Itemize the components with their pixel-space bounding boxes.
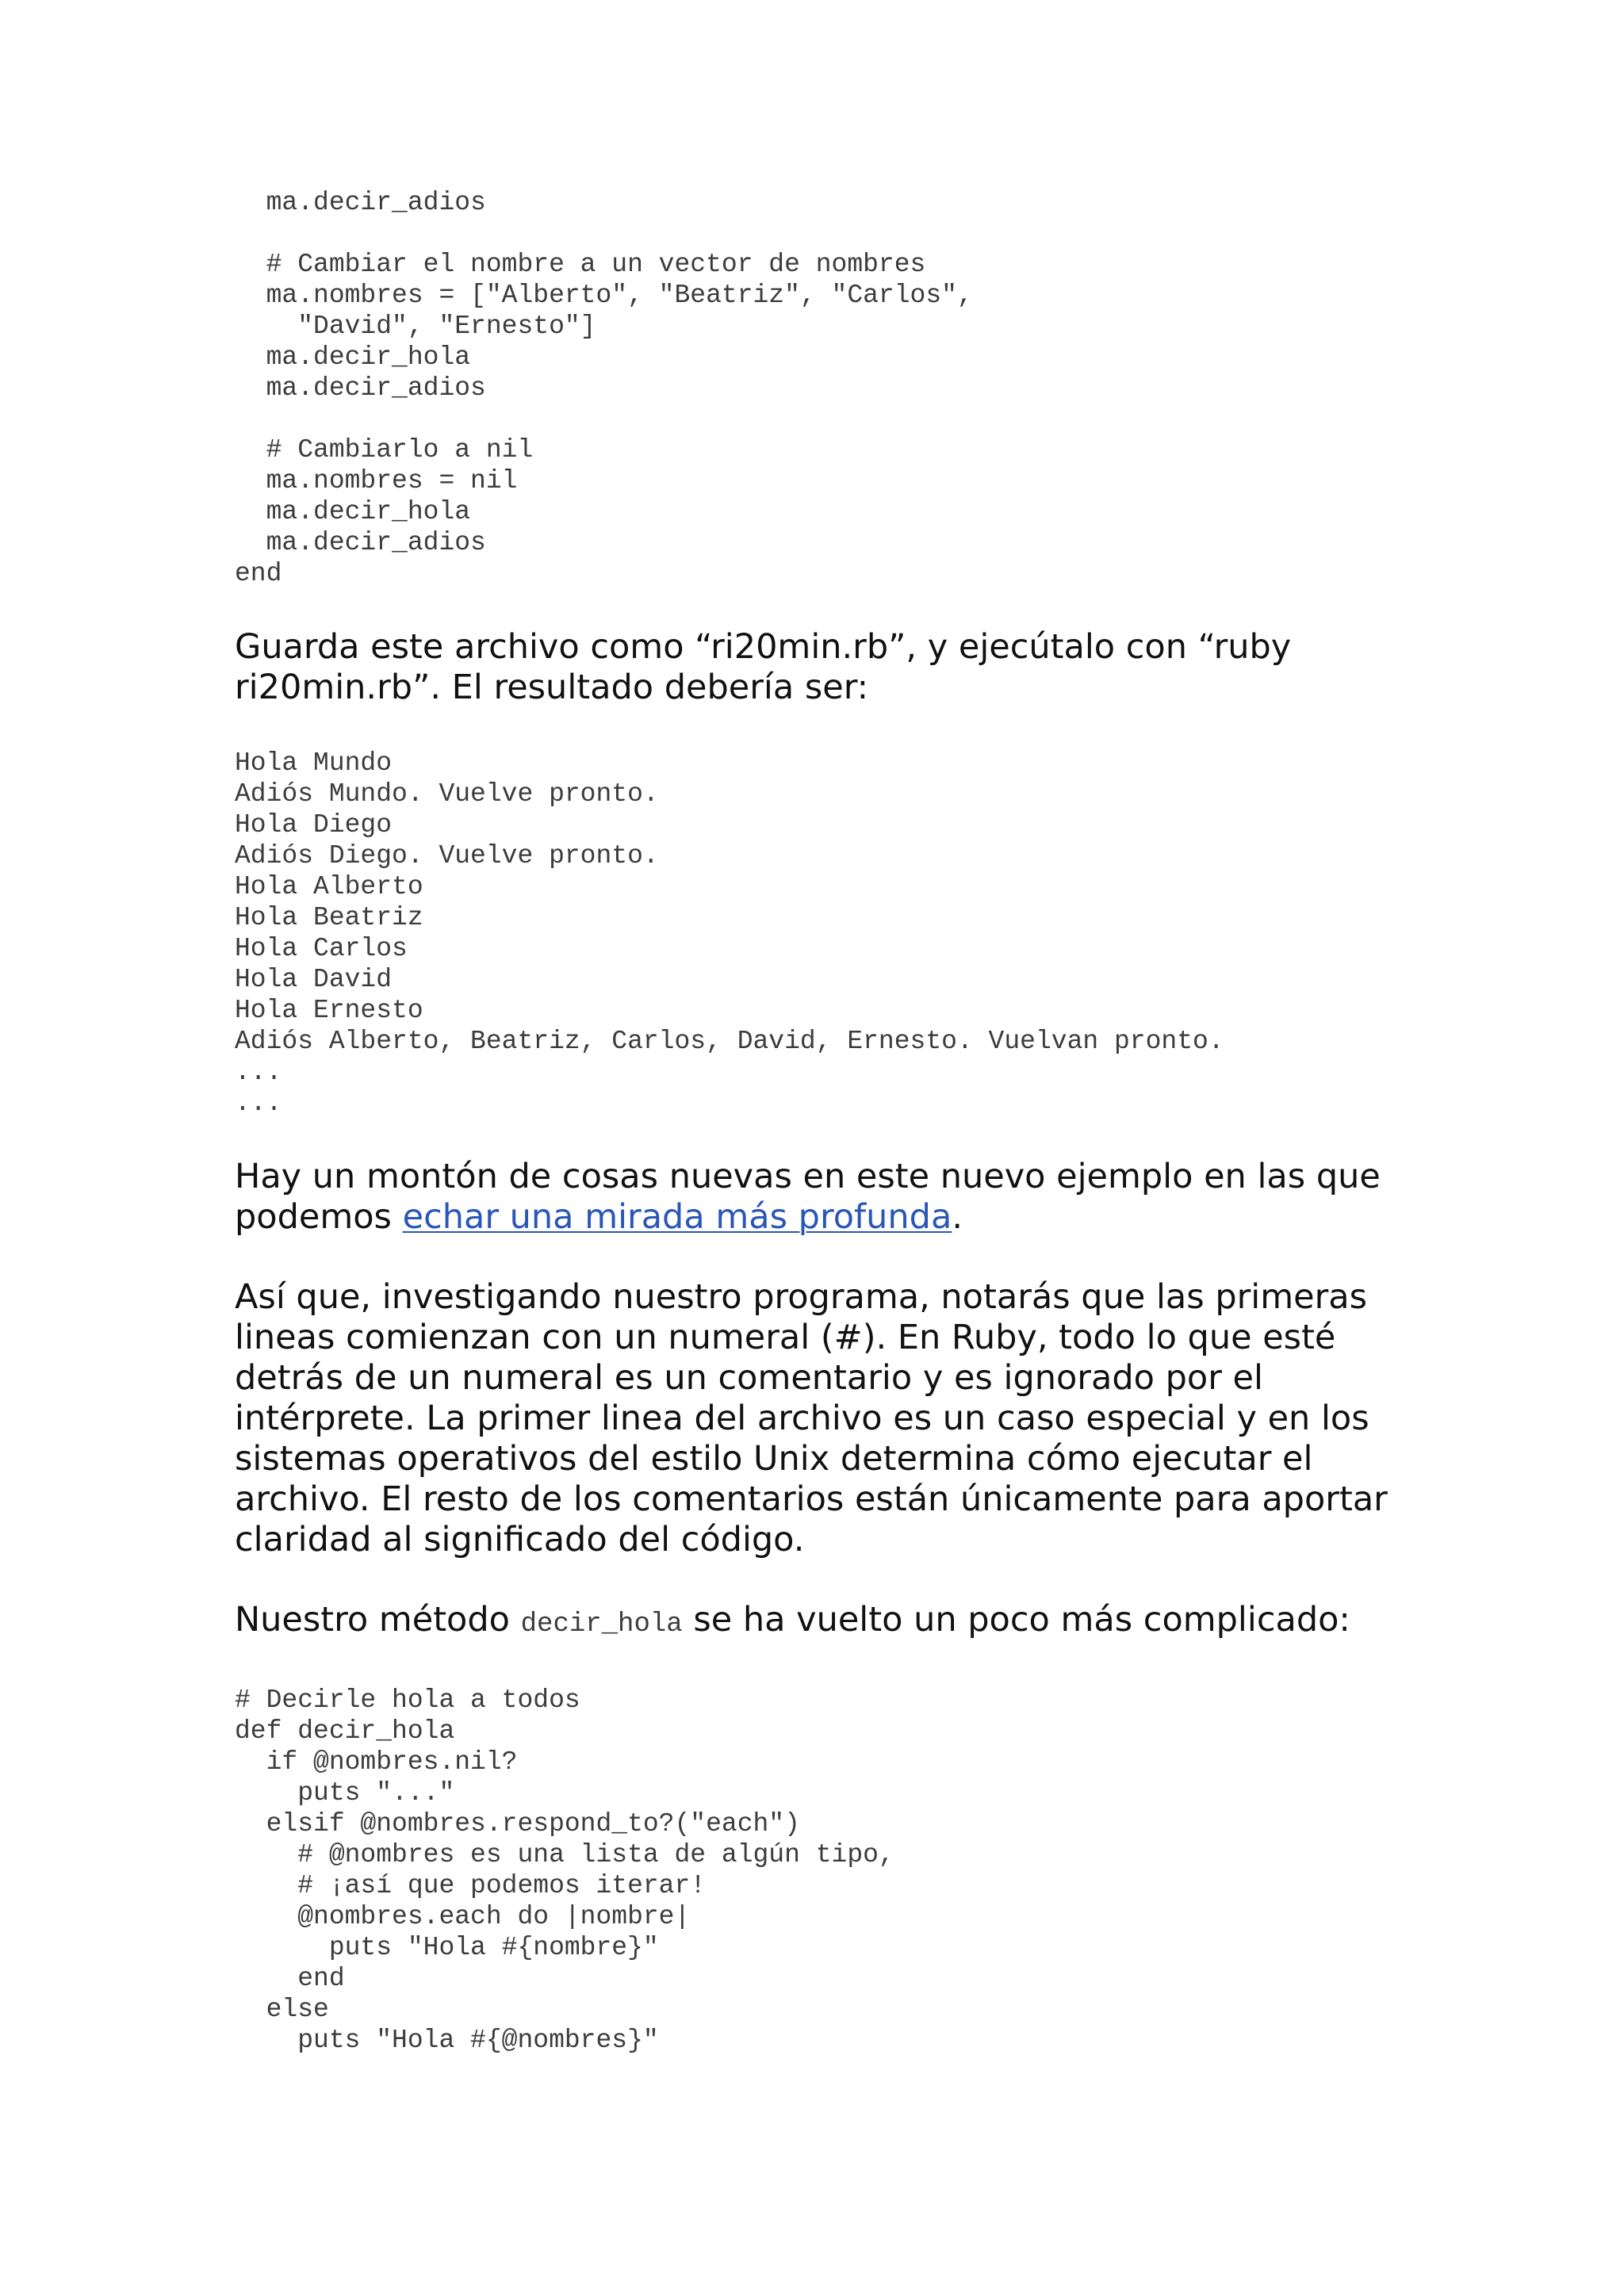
code-line: # ¡así que podemos iterar! <box>235 1871 707 1900</box>
paragraph-asi: Así que, investigando nuestro programa, notarás que las primeras lineas comienzan con un numeral (#). En Ruby, todo lo que esté detrás de un numeral es un comentario y es ignorado por el intérprete. La primer linea del archivo es un caso especial y en los sistemas operativos del estilo Unix determina cómo ejecutar el archivo. El resto de los comentarios están únicamente para aportar claridad al significado del código. <box>235 1277 1388 1559</box>
output-line: Hola Carlos <box>235 934 408 963</box>
code-line: ma.decir_adios <box>235 528 486 557</box>
code-line: puts "Hola #{nombre}" <box>235 1933 659 1962</box>
paragraph-nuestro-text: Nuestro método <box>235 1600 521 1640</box>
code-line: puts "Hola #{@nombres}" <box>235 2026 659 2055</box>
output-line: Hola Ernesto <box>235 996 423 1025</box>
code-line: "David", "Ernesto"] <box>235 312 596 341</box>
code-line: ma.decir_hola <box>235 342 471 372</box>
output-line: Hola Beatriz <box>235 903 423 932</box>
code-line <box>235 404 1424 434</box>
output-line: Hola David <box>235 965 393 994</box>
code-line: # Cambiar el nombre a un vector de nombres <box>235 250 926 279</box>
code-block-decir-hola <box>235 1685 1424 2056</box>
code-line: else <box>235 1995 329 2024</box>
echar-una-mirada-link[interactable]: echar una mirada más profunda <box>402 1197 952 1237</box>
code-line: ma.decir_adios <box>235 373 486 403</box>
code-line: # Cambiarlo a nil <box>235 435 534 465</box>
code-block-main-script <box>235 187 1424 589</box>
code-line: if @nombres.nil? <box>235 1747 518 1777</box>
code-line: ma.nombres = nil <box>235 466 518 496</box>
code-block-output <box>235 748 1424 1119</box>
output-line: Hola Diego <box>235 810 393 840</box>
output-line: ... <box>235 1058 282 1087</box>
code-line: ma.nombres = ["Alberto", "Beatriz", "Carlos", <box>235 281 973 310</box>
paragraph-hay <box>235 1157 1424 1238</box>
output-line: Adiós Diego. Vuelve pronto. <box>235 841 659 871</box>
output-line: ... <box>235 1089 282 1118</box>
code-line: elsif @nombres.respond_to?("each") <box>235 1809 800 1839</box>
paragraph-nuestro-end: se ha vuelto un poco más complicado: <box>682 1600 1350 1640</box>
page-content <box>235 187 1424 2056</box>
output-line: Hola Alberto <box>235 872 423 901</box>
output-line: Adiós Alberto, Beatriz, Carlos, David, Ernesto. Vuelvan pronto. <box>235 1027 1224 1056</box>
code-line: def decir_hola <box>235 1716 455 1746</box>
code-line: end <box>235 559 282 588</box>
code-line: ma.decir_adios <box>235 188 486 217</box>
paragraph-hay-text: Hay un montón de cosas nuevas en este nuevo ejemplo en las que podemos <box>235 1157 1381 1237</box>
code-line: # @nombres es una lista de algún tipo, <box>235 1840 894 1869</box>
paragraph-guarda: Guarda este archivo como “ri20min.rb”, y ejecútalo con “ruby ri20min.rb”. El resultado debería ser: <box>235 627 1292 707</box>
code-line <box>235 218 1424 249</box>
output-line: Adiós Mundo. Vuelve pronto. <box>235 779 659 809</box>
paragraph-nuestro <box>235 1600 1424 1645</box>
output-line: Hola Mundo <box>235 748 393 778</box>
code-line: end <box>235 1964 345 1993</box>
code-line: # Decirle hola a todos <box>235 1686 580 1715</box>
code-line: ma.decir_hola <box>235 497 471 526</box>
code-line: @nombres.each do |nombre| <box>235 1902 691 1931</box>
inline-code-decir-hola: decir_hola <box>520 1609 683 1640</box>
paragraph-hay-end: . <box>952 1197 963 1237</box>
code-line: puts "..." <box>235 1778 455 1808</box>
